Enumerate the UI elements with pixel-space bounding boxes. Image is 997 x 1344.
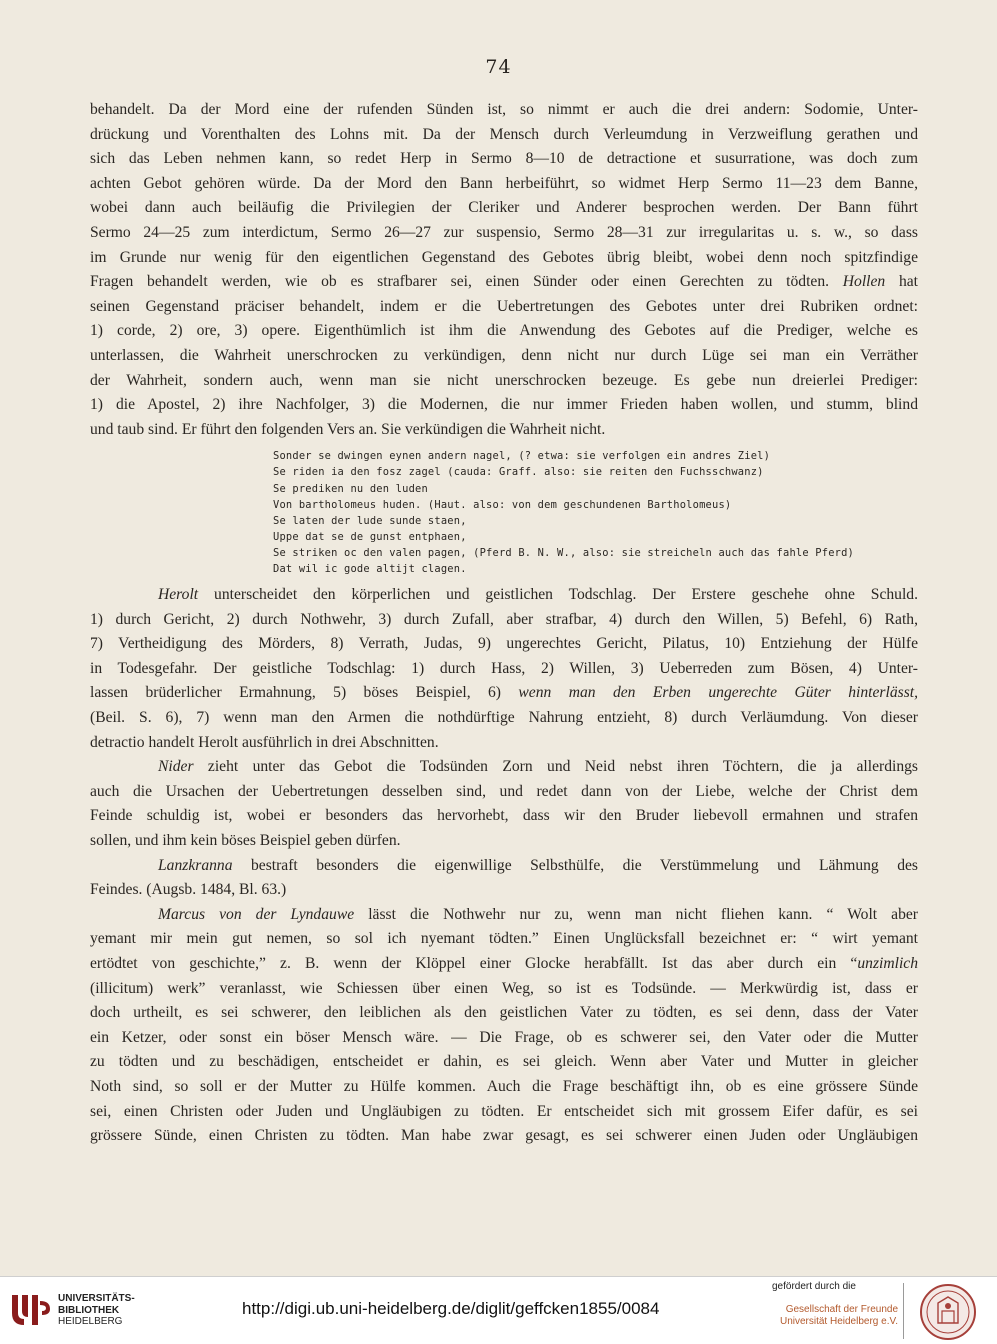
text-line: Herolt unterscheidet den körperlichen und geistlichen Todschlag. Der Erstere geschehe ohne Schuld. (158, 586, 918, 604)
italic-phrase: wenn man den Erben ungerechte Güter hinterlässt, (518, 684, 918, 702)
body-text (90, 98, 918, 1149)
footer-bar (0, 1276, 997, 1344)
text-line: drückung und Vorenthalten des Lohns mit. Da der Mensch durch Verleumdung in Verzweiflung gerathen und (90, 125, 918, 143)
verse-line: Se laten der lude sunde staen, (273, 514, 467, 527)
verse-quote (90, 448, 918, 577)
text-line: Marcus von der Lyndauwe lässt die Nothwehr nur zu, wenn man nicht fliehen kann. “ Wolt aber (158, 905, 918, 923)
text-line: detractio handelt Herolt ausführlich in drei Abschnitten. (90, 733, 439, 751)
text-line: Lanzkranna bestraft besonders die eigenwillige Selbsthülfe, die Verstümmelung und Lähmung des (158, 856, 918, 874)
author-name: Nider (158, 758, 194, 776)
page-number: 74 (485, 56, 512, 78)
italic-word: unzimlich (857, 954, 918, 972)
text-line: ein Ketzer, oder sonst ein böser Mensch wäre. — Die Frage, ob es schwerer sei, den Vater oder die Mutter (90, 1028, 918, 1046)
text-line: Noth sind, so soll er der Mutter zu Hülfe kommen. Auch die Frage beschäftigt ihn, ob es eine grössere Sünde (90, 1077, 918, 1095)
library-name: UNIVERSITÄTS- BIBLIOTHEK HEIDELBERG (58, 1293, 135, 1327)
verse-line: Uppe dat se de gunst entphaen, (273, 530, 467, 543)
sponsor-name: Gesellschaft der Freunde Universität Heidelberg e.V. (779, 1304, 898, 1327)
text-line: 1) durch Gericht, 2) durch Nothwehr, 3) durch Zufall, aber strafbar, 4) durch den Willen, 5) Befehl, 6) Rath, (90, 610, 918, 628)
text-line: und taub sind. Er führt den folgenden Vers an. Sie verkündigen die Wahrheit nicht. (90, 420, 606, 438)
author-name: Hollen (842, 273, 886, 291)
verse-line: Se striken oc den valen pagen, (Pferd B. N. W., also: sie streicheln auch das fahle Pferd) (273, 546, 855, 559)
text-line: Fragen behandelt werden, wie ob es strafbarer sei, einen Sünder oder einen Gerechten zu tödten. Hollen hat (90, 273, 918, 291)
verse-line: Von bartholomeus huden. (Haut. also: von dem geschundenen Bartholomeus) (273, 498, 732, 511)
text-line: in Todesgefahr. Der geistliche Todschlag: 1) durch Hass, 2) Willen, 3) Ueberreden zum Bösen, 4) Unter- (90, 659, 918, 677)
divider (903, 1283, 904, 1339)
verse-line: Dat wil ic gode altijt clagen. (273, 562, 467, 575)
text-line: Feindes. (Augsb. 1484, Bl. 63.) (90, 881, 287, 899)
text-line: (Beil. S. 6), 7) wenn man den Armen die nothdürftige Nahrung entzieht, 8) durch Verläumdung. Von dieser (90, 709, 918, 727)
author-name: Marcus von der Lyndauwe (158, 905, 355, 923)
text-line: sich das Leben nehmen kann, so redet Herp in Sermo 8—10 de detractione et susurratione, was doch zum (90, 150, 918, 168)
text-line: zu tödten und zu beschädigen, entscheidet er dahin, es sei gleich. Wenn aber Vater und Mutter in gleicher (90, 1053, 918, 1071)
author-name: Lanzkranna (158, 856, 233, 874)
text-line: Nider zieht unter das Gebot die Todsünden Zorn und Neid nebst ihren Töchtern, die ja allerdings (158, 758, 918, 776)
university-seal-icon (916, 1283, 980, 1341)
text-line: grössere Sünde, einen Christen zu tödten. Man habe zwar gesagt, es sei schwerer einen Juden oder Ungläubigen (90, 1127, 918, 1145)
text-line: sei, einen Christen oder Juden und Ungläubigen zu tödten. Er entscheidet sich mit grossem Eifer dafür, es sei (90, 1102, 918, 1120)
text-line: 1) die Apostel, 2) ihre Nachfolger, 3) die Modernen, die nur immer Frieden haben wollen, und stumm, blind (90, 396, 918, 414)
text-line: 1) corde, 2) ore, 3) opere. Eigenthümlich ist ihm die Anwendung des Gebotes auf die Prediger, welche es (90, 322, 918, 340)
author-name: Herolt (158, 586, 199, 604)
text-line: der Wahrheit, sondern auch, wenn man sie nicht unerschrocken bezeuge. Es gebe nun dreierlei Prediger: (90, 371, 918, 389)
ub-logo-icon (8, 1291, 54, 1333)
text-line: achten Gebot gehören würde. Da der Mord den Bann herbeiführt, so widmet Herp Sermo 11—23 dem Banne, (90, 174, 918, 192)
text-line: auch die Ursachen der Uebertretungen desselben sind, und redet dann von der Liebe, welche der Christ dem (90, 782, 918, 800)
text-line: behandelt. Da der Mord eine der rufenden Sünden ist, so nimmt er auch die drei andern: Sodomie, Unter- (90, 101, 918, 118)
text-line: (illicitum) werk” veranlasst, wie Schiessen über einen Weg, so ist es Todsünde. — Merkwürdig ist, dass er (90, 979, 918, 997)
text-line: seinen Gegenstand präciser behandelt, indem er die Uebertretungen des Gebotes unter drei Rubriken ordnet: (90, 297, 918, 315)
text-line: sollen, und ihm kein böses Beispiel geben dürfen. (90, 832, 401, 849)
text-line: yemant mir mein gut nemen, so sol ich nyemant tödten.” Einen Unglücksfall bezeichnet er: “ wirt yemant (90, 930, 918, 948)
permalink-url[interactable]: http://digi.ub.uni-heidelberg.de/diglit/geffcken1855/0084 (242, 1299, 660, 1318)
verse-line: Sonder se dwingen eynen andern nagel, (? etwa: sie verfolgen ein andres Ziel) (273, 450, 771, 463)
text-line: Sermo 24—25 zum interdictum, Sermo 26—27 zur suspensio, Sermo 28—31 zur irregularitas u. s. w., so dass (90, 223, 918, 241)
sponsor-label: gefördert durch die (772, 1281, 856, 1292)
verse-line: Se riden ia den fosz zagel (cauda: Graff. also: sie reiten den Fuchsschwanz) (273, 466, 764, 479)
text-line: lassen brüderlicher Ermahnung, 5) böses Beispiel, 6) wenn man den Erben ungerechte Güter hinterlässt, (90, 684, 918, 702)
text-line: wobei dann auch beiläufig die Privilegien der Cleriker und Anderer besprochen werden. Der Bann führt (90, 199, 918, 217)
text-line: doch urtheilt, es sei schwerer, den leiblichen als den geistlichen Vater zu tödten, es sei denn, dass der Vater (90, 1004, 918, 1022)
text-line: Feinde schuldig ist, wobei er besonders das hervorhebt, dass wir den Bruder liebevoll ermahnen und strafen (90, 807, 918, 825)
text-line: 7) Vertheidigung des Mörders, 8) Verrath, Judas, 9) ungerechtes Gericht, Pilatus, 10) Entziehung der Hülfe (90, 635, 918, 653)
text-line: unterlassen, die Wahrheit unerschrocken zu verkündigen, denn nicht nur durch Lüge sei man ein Verräther (90, 346, 918, 364)
verse-line: Se prediken nu den luden (273, 482, 428, 495)
text-line: im Grunde nur wenig für den eigentlichen Gegenstand des Gebotes übrig bleibt, wobei denn noch spitzfindige (90, 248, 918, 266)
text-line: ertödtet von geschichte,” z. B. wenn der Klöppel einer Glocke herabfällt. Ist das aber durch ein “unzimlich (90, 954, 918, 972)
